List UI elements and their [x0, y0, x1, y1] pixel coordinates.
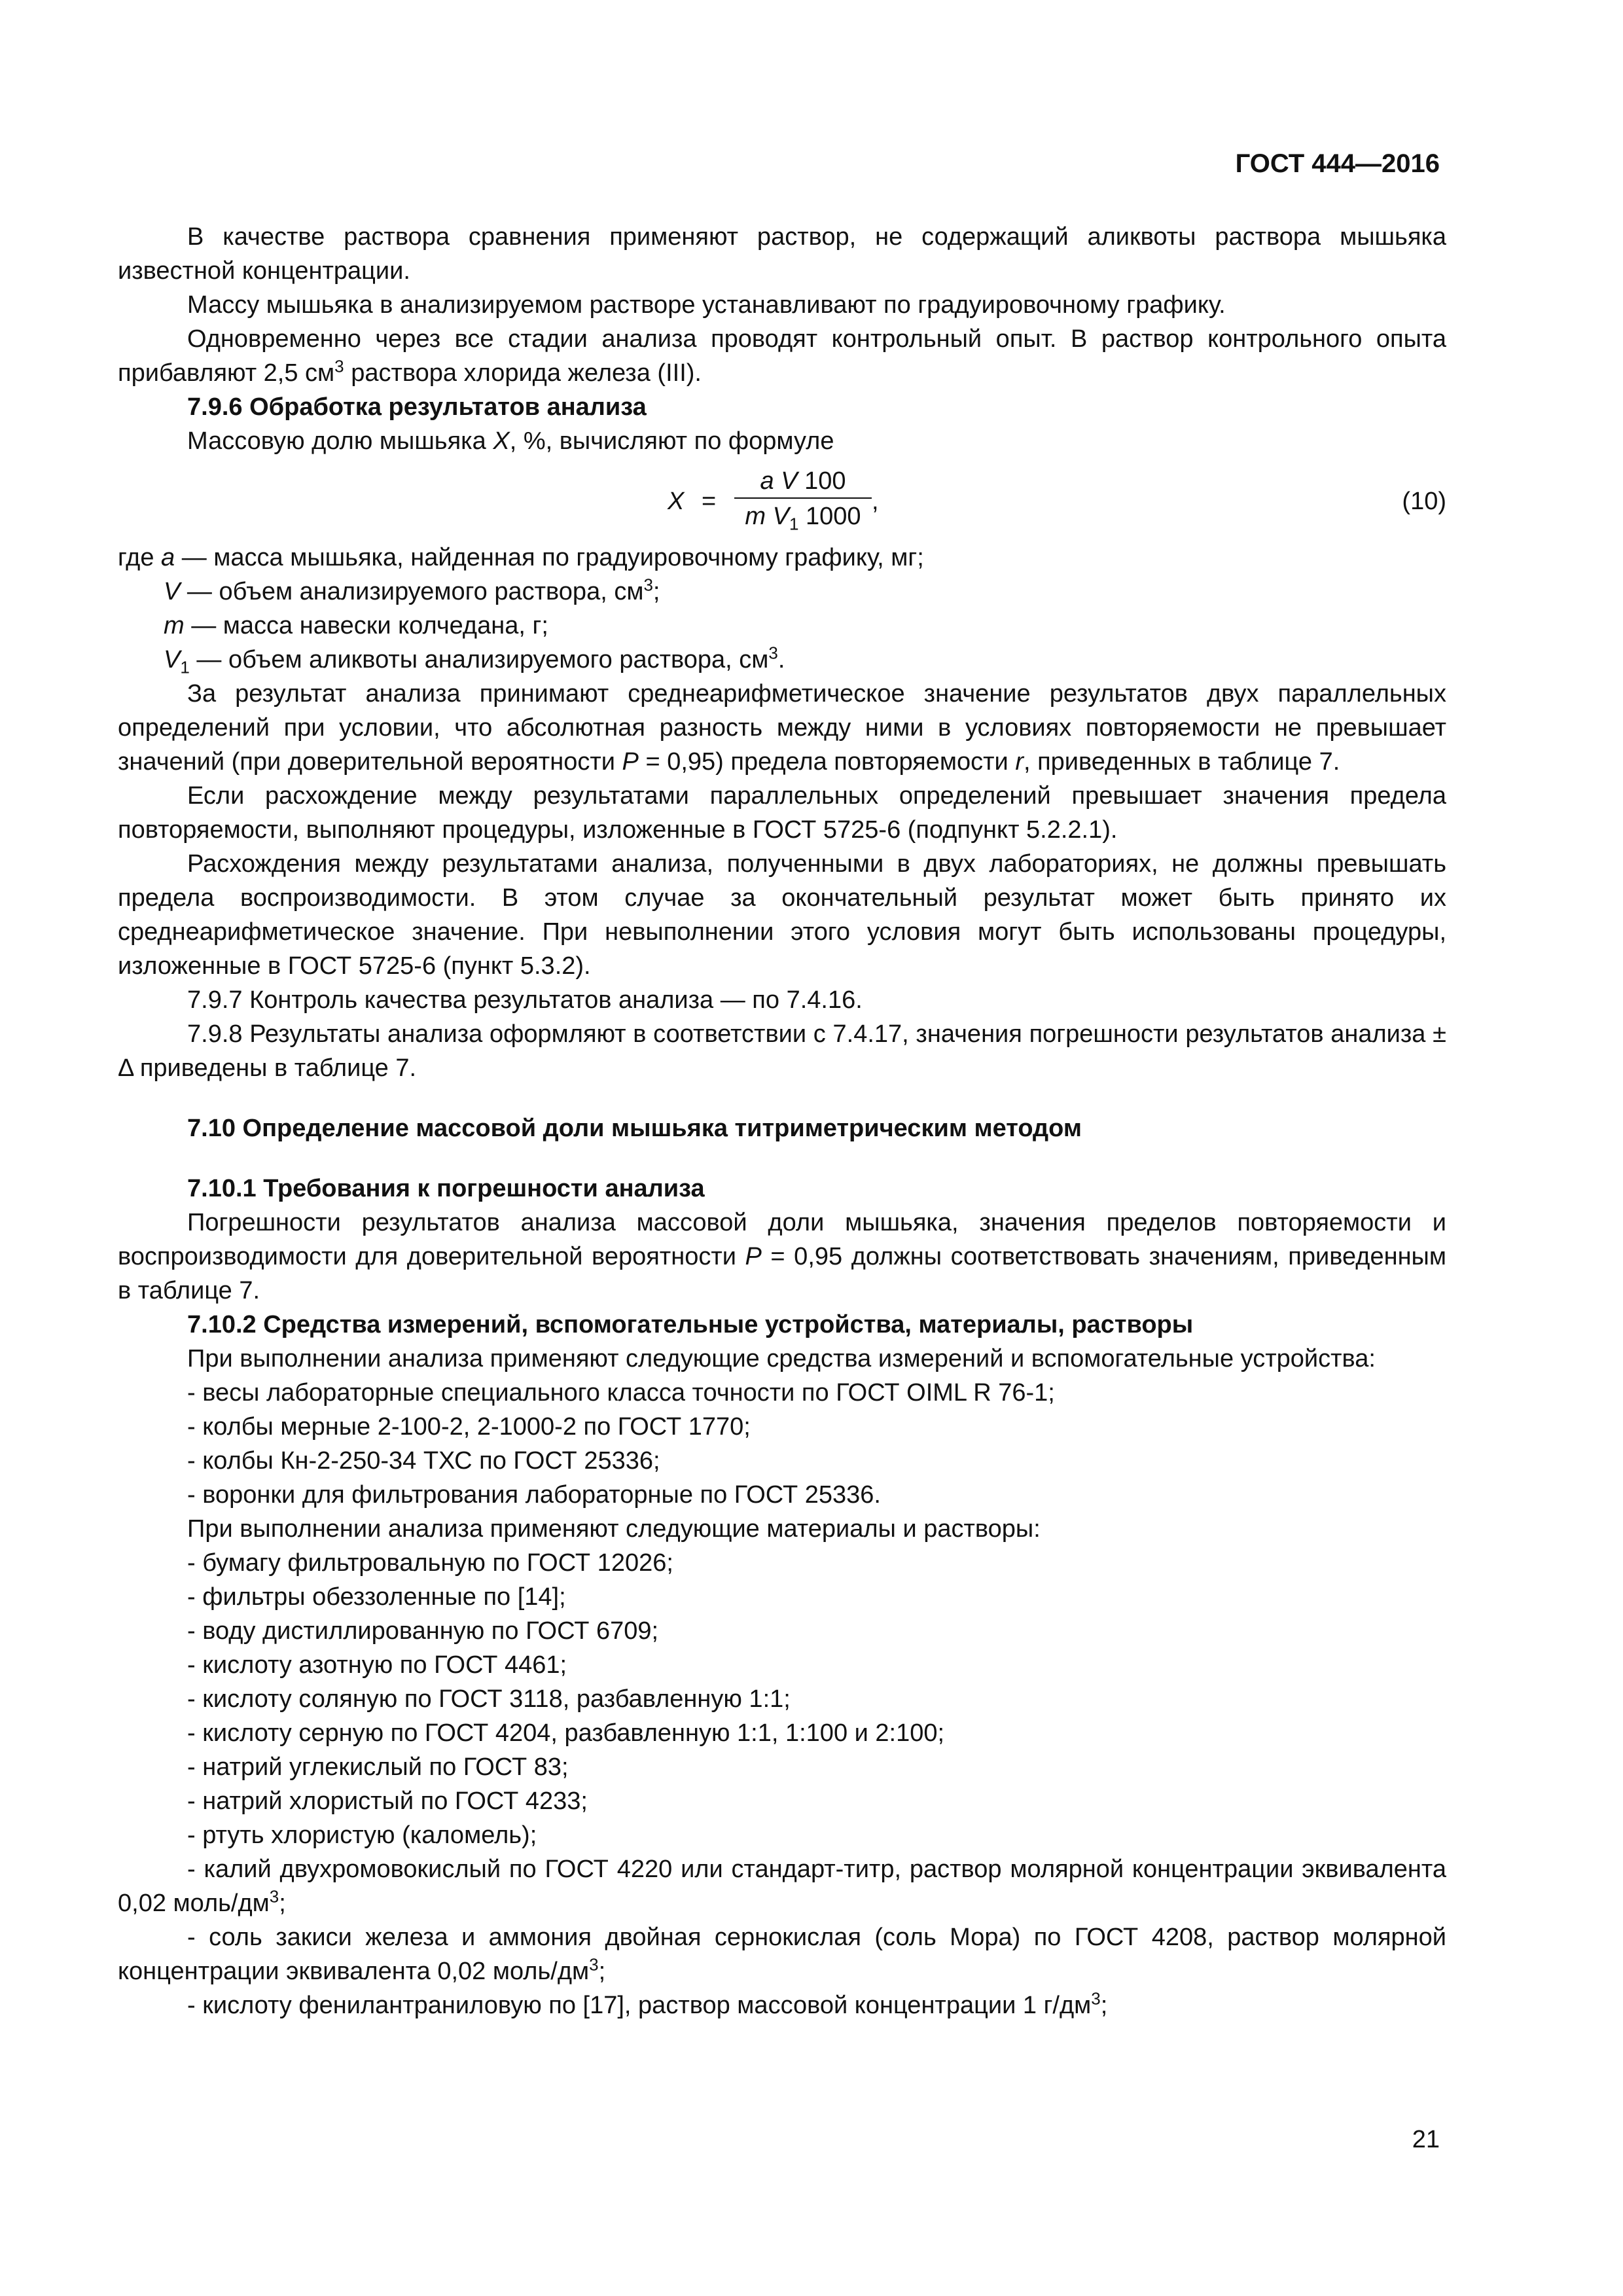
- paragraph: В качестве раствора сравнения применяют раствор, не содержащий аликвоты раствора мышьяка известной концентрации.: [118, 223, 1446, 285]
- list-item: - кислоту азотную по ГОСТ 4461;: [187, 1651, 567, 1679]
- formula-lhs: X: [668, 488, 685, 515]
- list-item: - бумагу фильтровальную по ГОСТ 12026;: [187, 1549, 673, 1577]
- paragraph: За результат анализа принимают среднеарифметическое значение результатов двух параллельных определений при условии, что абсолютная разность между ними в условиях повторяемости не превышает значений (при доверительной вероятности P = 0,95) предела повторяемости r, приведенных в таблице 7.: [118, 680, 1446, 776]
- paragraph: Погрешности результатов анализа массовой доли мышьяка, значения пределов повторяемости и воспроизводимости для доверительной вероятности P = 0,95 должны соответствовать значениям, приведенным в таблице 7.: [118, 1209, 1446, 1304]
- subsection-heading: 7.10.2 Средства измерений, вспомогательные устройства, материалы, растворы: [187, 1311, 1194, 1338]
- where-line: V — объем анализируемого раствора, $см^3$;: [164, 575, 660, 605]
- standard-id-header: ГОСТ 444—2016: [1235, 149, 1440, 178]
- list-item: - воду дистиллированную по ГОСТ 6709;: [187, 1617, 659, 1645]
- paragraph: 7.9.7 Контроль качества результатов анализа — по 7.4.16.: [187, 986, 863, 1014]
- formula-comma: ,: [872, 488, 879, 515]
- paragraph: При выполнении анализа применяют следующие материалы и растворы:: [187, 1515, 1041, 1543]
- list-item: - натрий хлористый по ГОСТ 4233;: [187, 1787, 588, 1815]
- subsection-heading: 7.9.6 Обработка результатов анализа: [187, 393, 647, 421]
- body-text: [118, 220, 1446, 2022]
- paragraph: Если расхождение между результатами параллельных определений превышает значения предела повторяемости, выполняют процедуры, изложенные в ГОСТ 5725-6 (подпункт 5.2.2.1).: [118, 782, 1446, 844]
- where-line: $V_1$ — объем аликвоты анализируемого раствора, $см^3$.: [164, 643, 785, 677]
- paragraph: 7.9.8 Результаты анализа оформляют в соответствии с 7.4.17, значения погрешности результатов анализа ± Δ приведены в таблице 7.: [118, 1020, 1446, 1082]
- list-item: - кислоту соляную по ГОСТ 3118, разбавленную 1:1;: [187, 1685, 791, 1713]
- list-item: - кислоту фенилантраниловую по [17], раствор массовой концентрации 1 $г/дм^3$;: [187, 1988, 1108, 2019]
- paragraph: При выполнении анализа применяют следующие средства измерений и вспомогательные устройства:: [187, 1345, 1376, 1372]
- list-item: - колбы Кн-2-250-34 ТХС по ГОСТ 25336;: [187, 1447, 660, 1475]
- paragraph: Массу мышьяка в анализируемом растворе устанавливают по градуировочному графику.: [187, 291, 1226, 319]
- where-line: m — масса навески колчедана, г;: [164, 612, 548, 639]
- list-item: - кислоту серную по ГОСТ 4204, разбавленную 1:1, 1:100 и 2:100;: [187, 1719, 945, 1747]
- subsection-heading: 7.10.1 Требования к погрешности анализа: [187, 1175, 705, 1202]
- list-item: - соль закиси железа и аммония двойная сернокислая (соль Мора) по ГОСТ 4208, раствор молярной концентрации эквивалента 0,02 моль/$дм^3$;: [118, 1924, 1446, 1985]
- paragraph: Расхождения между результатами анализа, полученными в двух лабораториях, не должны превышать предела воспроизводимости. В этом случае за окончательный результат может быть принято их среднеарифметическое значение. При невыполнении этого условия могут быть использованы процедуры, изложенные в ГОСТ 5725-6 (пункт 5.3.2).: [118, 850, 1446, 980]
- paragraph: Массовую долю мышьяка X, %, вычисляют по формуле: [187, 427, 834, 455]
- list-item: - воронки для фильтрования лабораторные по ГОСТ 25336.: [187, 1481, 881, 1509]
- formula-10: [118, 465, 1446, 537]
- page-number: 21: [1412, 2126, 1440, 2153]
- formula-number: (10): [1402, 488, 1446, 515]
- list-item: - ртуть хлористую (каломель);: [187, 1821, 537, 1849]
- section-heading: 7.10 Определение массовой доли мышьяка титриметрическим методом: [187, 1115, 1082, 1142]
- formula-numerator: a V 100: [734, 465, 872, 499]
- formula-fraction: [734, 465, 872, 534]
- list-item: - калий двухромовокислый по ГОСТ 4220 или стандарт-титр, раствор молярной концентрации эквивалента 0,02 моль/$дм^3$;: [118, 1856, 1446, 1917]
- where-line: где a — масса мышьяка, найденная по градуировочному графику, мг;: [118, 544, 924, 571]
- list-item: - весы лабораторные специального класса точности по ГОСТ OIML R 76-1;: [187, 1379, 1055, 1407]
- formula-equals: =: [702, 488, 717, 515]
- list-item: - натрий углекислый по ГОСТ 83;: [187, 1753, 569, 1781]
- formula-denominator: m $V_1$ 1000: [745, 503, 861, 534]
- list-item: - колбы мерные 2-100-2, 2-1000-2 по ГОСТ 1770;: [187, 1413, 751, 1441]
- paragraph: Одновременно через все стадии анализа проводят контрольный опыт. В раствор контрольного опыта прибавляют 2,5 $см^3$ раствора хлорида железа (III).: [118, 325, 1446, 387]
- list-item: - фильтры обеззоленные по [14];: [187, 1583, 566, 1611]
